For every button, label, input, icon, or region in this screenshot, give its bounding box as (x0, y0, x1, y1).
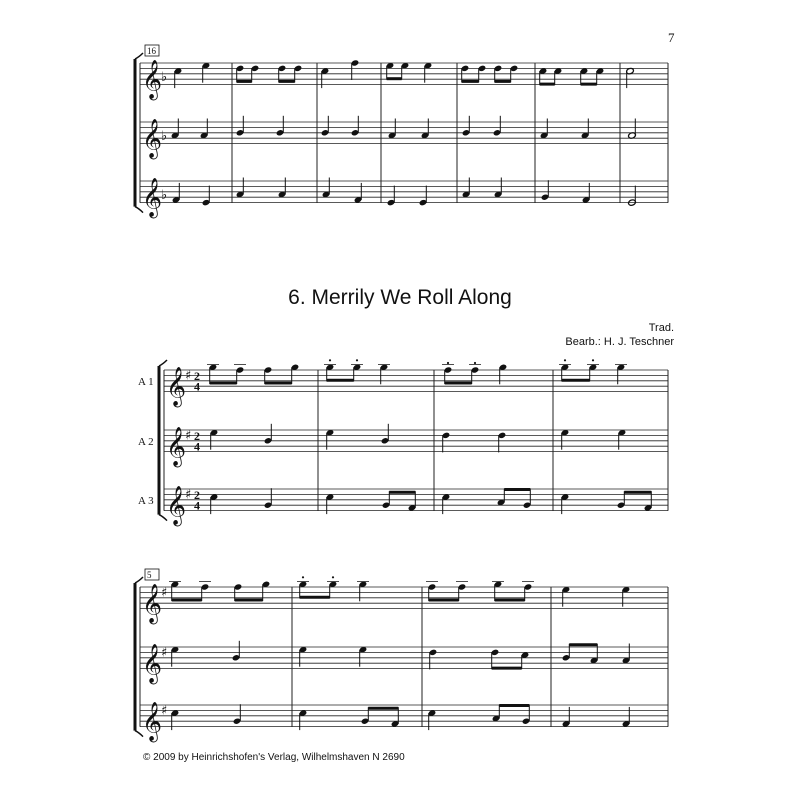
sharp-icon: ♯ (185, 428, 192, 444)
treble-clef-icon: 𝄞 (166, 426, 187, 467)
time-signature-numerator: 2 (194, 428, 200, 443)
sharp-icon: ♯ (185, 487, 192, 503)
staccato-dot (332, 576, 334, 578)
sharp-icon: ♯ (161, 585, 168, 601)
time-signature-numerator: 2 (194, 368, 200, 383)
staccato-dot (447, 362, 449, 364)
bracket-hook (135, 53, 143, 59)
voice-label: A 1 (138, 375, 154, 388)
piece-title: 6. Merrily We Roll Along (288, 286, 512, 309)
time-signature-denominator: 4 (194, 379, 200, 394)
voice-label: A 3 (138, 494, 154, 507)
staccato-dot (302, 576, 304, 578)
bracket-hook (159, 360, 167, 366)
credit-traditional: Trad. (648, 322, 674, 334)
staccato-dot (564, 359, 566, 361)
voice-label: A 2 (138, 435, 154, 448)
treble-clef-icon: 𝄞 (142, 177, 163, 218)
time-signature-denominator: 4 (194, 498, 200, 513)
treble-clef-icon: 𝄞 (142, 59, 163, 100)
staccato-dot (474, 362, 476, 364)
sharp-icon: ♯ (161, 703, 168, 719)
bracket-hook (135, 577, 143, 583)
sharp-icon: ♯ (161, 645, 168, 661)
treble-clef-icon: 𝄞 (142, 583, 163, 624)
staccato-dot (592, 359, 594, 361)
time-signature-denominator: 4 (194, 439, 200, 454)
treble-clef-icon: 𝄞 (142, 118, 163, 159)
credit-arranger: Bearb.: H. J. Teschner (565, 336, 674, 348)
treble-clef-icon: 𝄞 (142, 643, 163, 684)
treble-clef-icon: 𝄞 (166, 366, 187, 407)
measure-number: 16 (147, 46, 156, 56)
flat-icon: ♭ (161, 70, 168, 86)
time-signature-numerator: 2 (194, 487, 200, 502)
flat-icon: ♭ (161, 129, 168, 145)
treble-clef-icon: 𝄞 (166, 485, 187, 526)
copyright-notice: © 2009 by Heinrichshofen's Verlag, Wilhelmshaven N 2690 (143, 752, 405, 763)
flat-icon: ♭ (161, 188, 168, 204)
measure-number: 5 (147, 570, 152, 580)
page-number: 7 (668, 30, 675, 45)
staccato-dot (329, 359, 331, 361)
sharp-icon: ♯ (185, 368, 192, 384)
treble-clef-icon: 𝄞 (142, 701, 163, 742)
staccato-dot (356, 359, 358, 361)
